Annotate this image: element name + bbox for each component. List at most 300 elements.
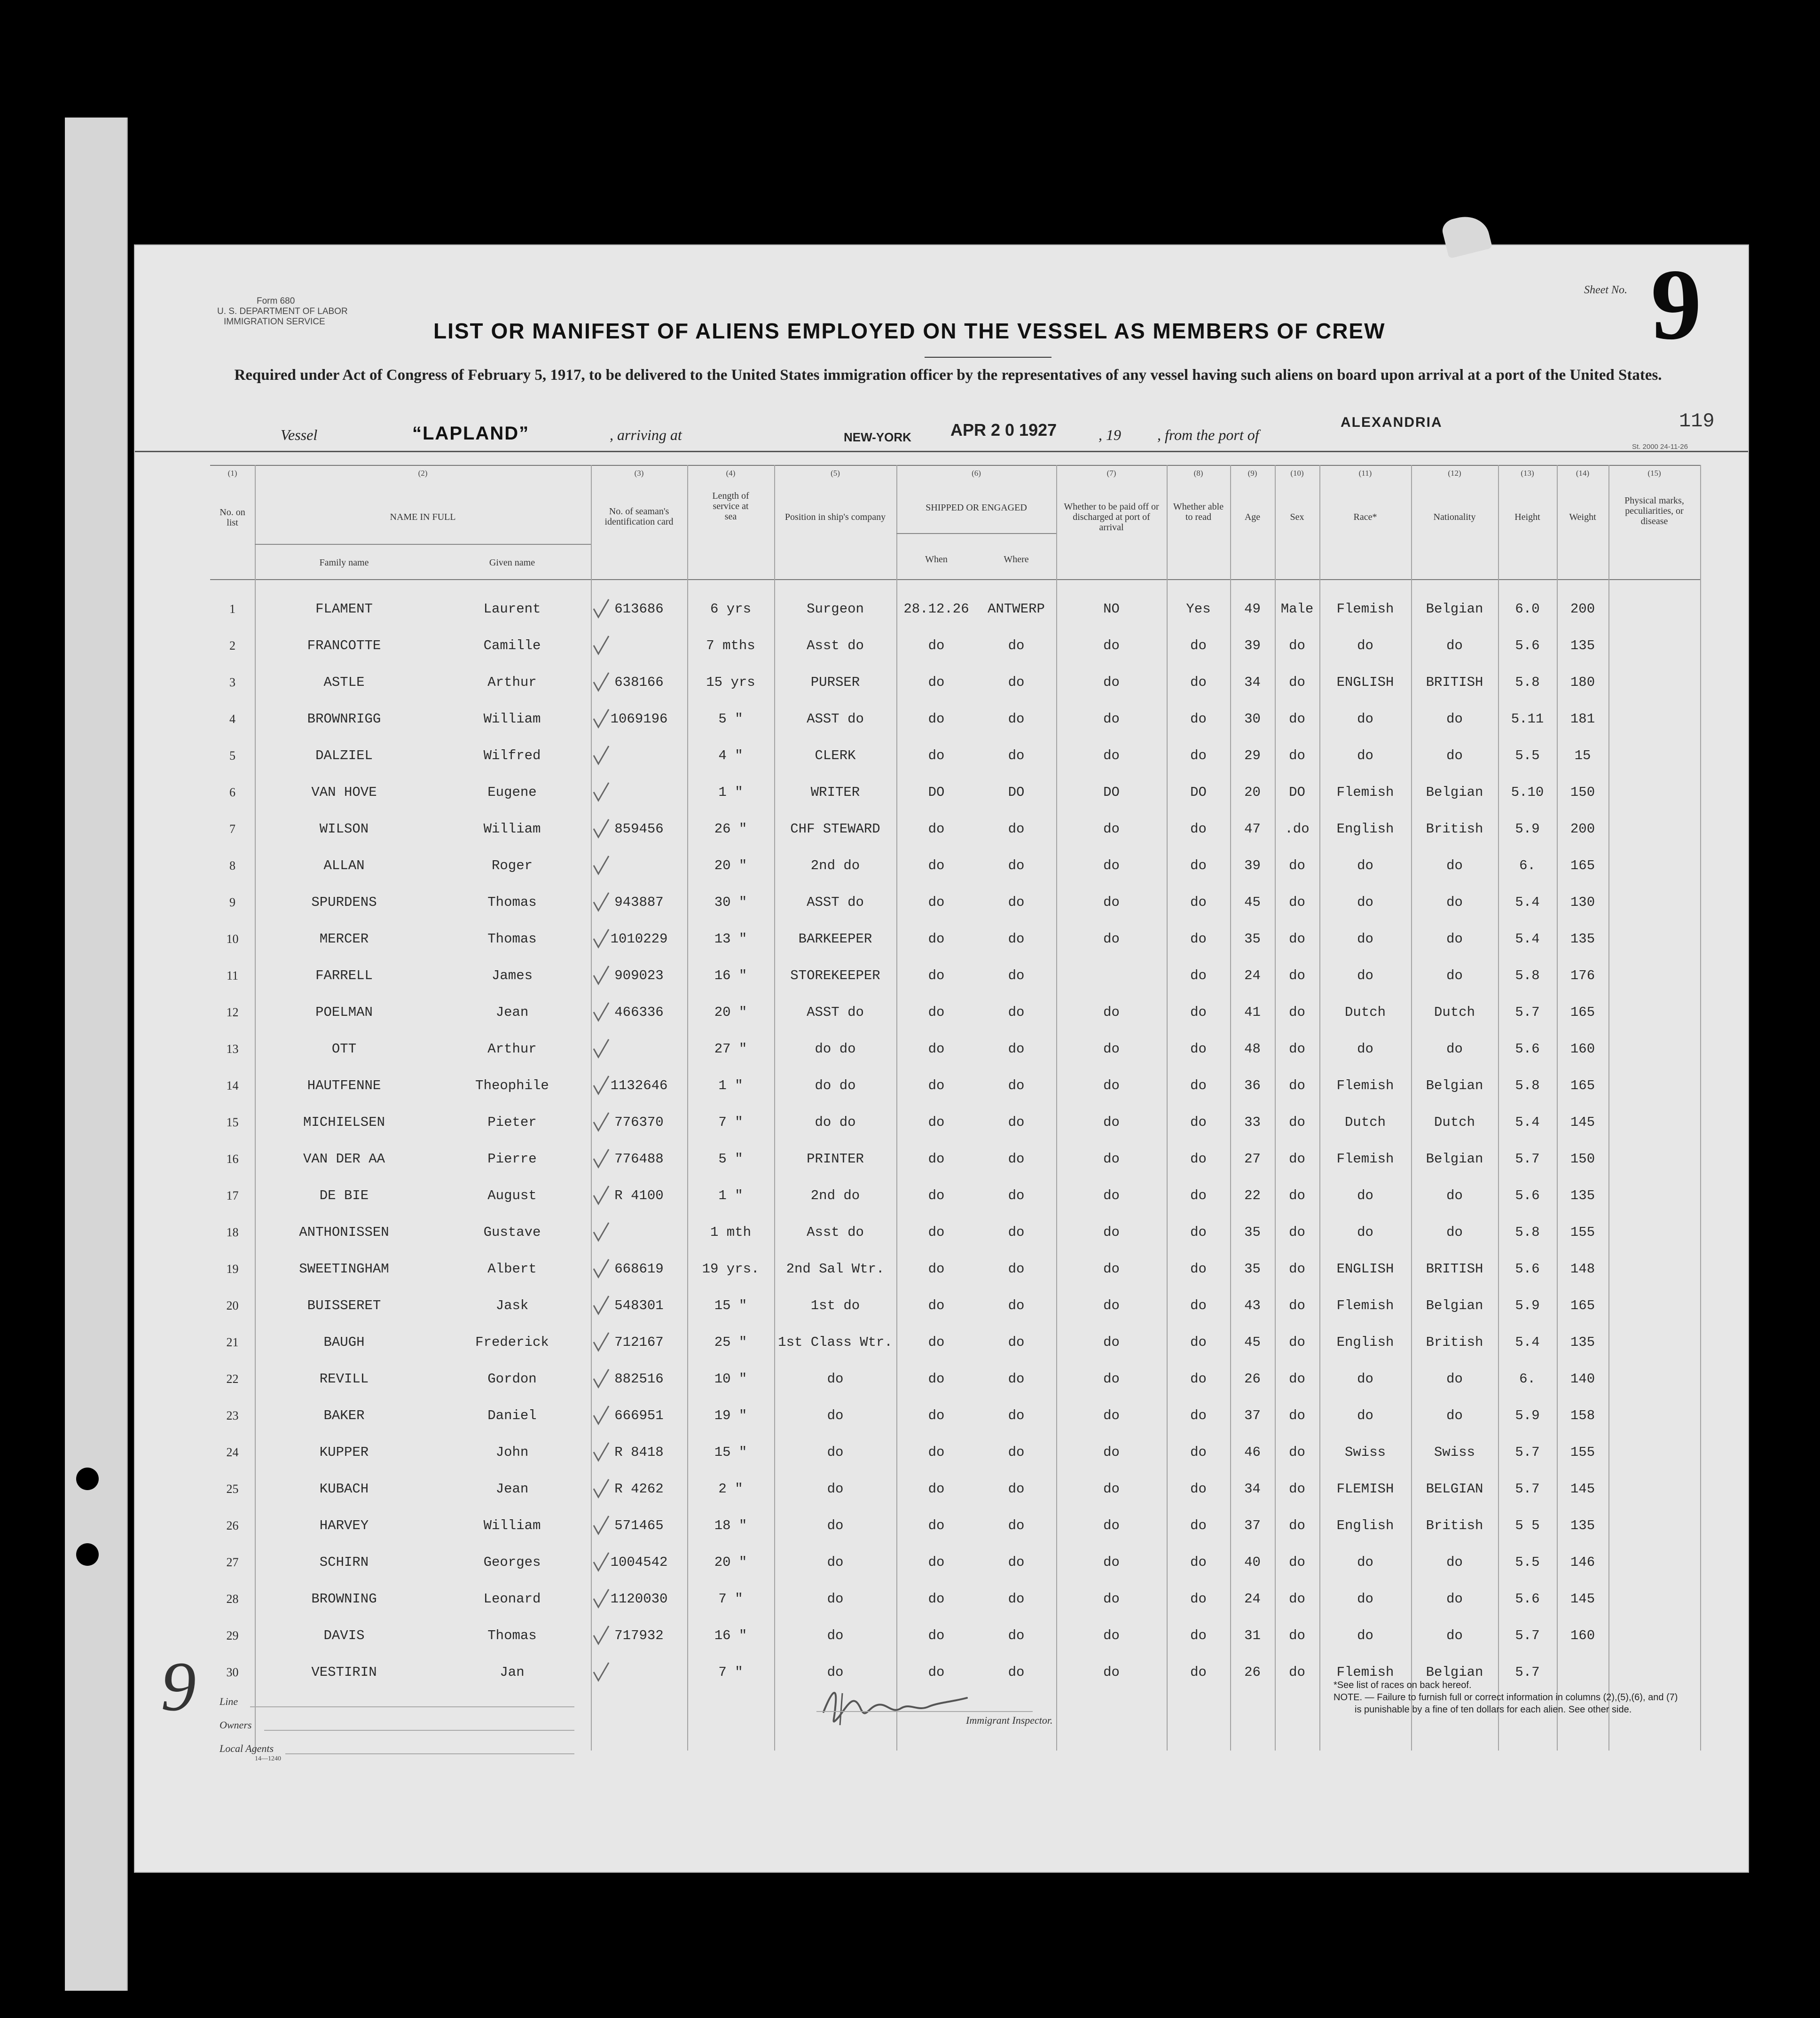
checkmark-icon xyxy=(592,1661,611,1682)
cell-read: do xyxy=(1190,1408,1207,1423)
cell-when: do xyxy=(928,1261,945,1277)
arrival-date-stamp: APR 2 0 1927 xyxy=(950,420,1057,440)
cell-position: Asst do xyxy=(807,638,864,653)
col-number: (5) xyxy=(831,469,840,478)
cell-position: do xyxy=(827,1518,844,1533)
header-race: Race* xyxy=(1353,512,1377,522)
cell-race: do xyxy=(1357,1225,1373,1240)
cell-sex: do xyxy=(1289,1005,1305,1020)
cell-where: do xyxy=(1008,638,1025,653)
cell-paid: do xyxy=(1103,821,1120,837)
checkmark-icon xyxy=(592,1404,611,1426)
checkmark-icon xyxy=(592,1037,611,1059)
cell-when: do xyxy=(928,895,945,910)
cell-sex: do xyxy=(1289,1555,1305,1570)
cell-age: 43 xyxy=(1244,1298,1261,1313)
cell-weight: 135 xyxy=(1570,1518,1595,1533)
cell-family: ASTLE xyxy=(323,675,365,690)
cell-no: 23 xyxy=(226,1409,239,1422)
cell-position: ASST do xyxy=(807,895,864,910)
margin-handwritten-mark: 9 xyxy=(161,1648,196,1726)
penalty-note: NOTE. — Failure to furnish full or correct information in columns (2),(5),(6), and (7) xyxy=(1334,1692,1678,1703)
cell-length: 20 " xyxy=(714,858,747,873)
cell-when: do xyxy=(928,1518,945,1533)
cell-position: do xyxy=(827,1591,844,1607)
punch-hole xyxy=(76,1468,99,1490)
inspector-label: Immigrant Inspector. xyxy=(966,1714,1053,1726)
cell-position: 1st do xyxy=(810,1298,860,1313)
shipped-subdivider xyxy=(896,533,1056,534)
cell-race: do xyxy=(1357,1555,1373,1570)
cell-no: 25 xyxy=(226,1482,239,1496)
cell-where: do xyxy=(1008,1481,1025,1497)
cell-race: English xyxy=(1336,821,1394,837)
cell-position: do xyxy=(827,1628,844,1643)
cell-age: 35 xyxy=(1244,931,1261,947)
cell-weight: 181 xyxy=(1570,711,1595,727)
col-number: (4) xyxy=(726,469,736,478)
cell-paid: DO xyxy=(1103,785,1120,800)
cell-card: 571465 xyxy=(614,1518,664,1533)
header-able-read: Whether able to read xyxy=(1173,502,1224,522)
cell-given: Gustave xyxy=(483,1225,541,1240)
cell-height: 6.0 xyxy=(1515,601,1540,617)
cell-paid: do xyxy=(1103,1041,1120,1057)
cell-race: ENGLISH xyxy=(1336,675,1394,690)
cell-no: 4 xyxy=(229,712,235,726)
cell-race: Flemish xyxy=(1336,1298,1394,1313)
checkmark-icon xyxy=(592,1587,611,1609)
cell-age: 31 xyxy=(1244,1628,1261,1643)
cell-no: 2 xyxy=(229,639,235,652)
cell-weight: 130 xyxy=(1570,895,1595,910)
cell-paid: do xyxy=(1103,1225,1120,1240)
cell-race: Flemish xyxy=(1336,1151,1394,1167)
cell-nationality: BRITISH xyxy=(1426,1261,1483,1277)
cell-read: do xyxy=(1190,968,1207,983)
checkmark-icon xyxy=(592,1111,611,1132)
table-header-rule xyxy=(210,579,1700,580)
cell-sex: do xyxy=(1289,1518,1305,1533)
cell-race: do xyxy=(1357,1628,1373,1643)
cell-no: 28 xyxy=(226,1592,239,1606)
cell-where: do xyxy=(1008,1555,1025,1570)
cell-paid: do xyxy=(1103,1665,1120,1680)
cell-paid: do xyxy=(1103,895,1120,910)
cell-family: OTT xyxy=(331,1041,357,1057)
cell-height: 5 5 xyxy=(1515,1518,1540,1533)
checkmark-icon xyxy=(592,964,611,986)
cell-read: do xyxy=(1190,748,1207,763)
cell-paid: do xyxy=(1103,1371,1120,1387)
cell-length: 18 " xyxy=(714,1518,747,1533)
cell-nationality: Belgian xyxy=(1426,1078,1483,1093)
cell-nationality: do xyxy=(1446,858,1463,873)
cell-height: 5.6 xyxy=(1515,638,1540,653)
cell-length: 10 " xyxy=(714,1371,747,1387)
cell-nationality: do xyxy=(1446,1555,1463,1570)
cell-age: 45 xyxy=(1244,1335,1261,1350)
cell-height: 5.7 xyxy=(1515,1151,1540,1167)
cell-sex: do xyxy=(1289,1335,1305,1350)
cell-read: do xyxy=(1190,675,1207,690)
cell-weight: 146 xyxy=(1570,1555,1595,1570)
cell-read: do xyxy=(1190,638,1207,653)
cell-sex: do xyxy=(1289,711,1305,727)
header-rule xyxy=(135,451,1748,452)
checkmark-icon xyxy=(592,817,611,839)
cell-weight: 135 xyxy=(1570,638,1595,653)
cell-position: Surgeon xyxy=(807,601,864,617)
cell-race: do xyxy=(1357,968,1373,983)
cell-height: 5.5 xyxy=(1515,748,1540,763)
cell-race: do xyxy=(1357,748,1373,763)
table-top-rule xyxy=(210,465,1700,466)
penalty-note-cont: is punishable by a fine of ten dollars for each alien. See other side. xyxy=(1355,1704,1632,1715)
cell-nationality: Belgian xyxy=(1426,601,1483,617)
cell-where: do xyxy=(1008,1628,1025,1643)
cell-race: English xyxy=(1336,1335,1394,1350)
cell-given: Pieter xyxy=(487,1115,537,1130)
cell-paid: do xyxy=(1103,1555,1120,1570)
checkmark-icon xyxy=(592,1147,611,1169)
cell-position: CHF STEWARD xyxy=(790,821,880,837)
cell-weight: 180 xyxy=(1570,675,1595,690)
col-number: (8) xyxy=(1193,469,1203,478)
cell-age: 39 xyxy=(1244,638,1261,653)
cell-race: do xyxy=(1357,1408,1373,1423)
cell-no: 10 xyxy=(226,932,239,946)
sheet-label: Sheet No. xyxy=(1584,284,1627,296)
table-row xyxy=(210,1324,1700,1361)
cell-nationality: do xyxy=(1446,1408,1463,1423)
cell-family: FARRELL xyxy=(315,968,373,983)
cell-nationality: do xyxy=(1446,1591,1463,1607)
cell-height: 5.8 xyxy=(1515,1225,1540,1240)
cell-length: 16 " xyxy=(714,968,747,983)
cell-family: REVILL xyxy=(319,1371,369,1387)
cell-when: do xyxy=(928,1005,945,1020)
cell-no: 16 xyxy=(226,1152,239,1166)
arrival-port: NEW-YORK xyxy=(844,430,911,444)
cell-weight: 145 xyxy=(1570,1591,1595,1607)
cell-sex: do xyxy=(1289,1225,1305,1240)
name-subdivider xyxy=(255,544,591,545)
cell-nationality: BELGIAN xyxy=(1426,1481,1483,1497)
cell-age: 24 xyxy=(1244,968,1261,983)
cell-given: Wilfred xyxy=(483,748,541,763)
cell-race: do xyxy=(1357,895,1373,910)
cell-sex: do xyxy=(1289,1261,1305,1277)
cell-nationality: Belgian xyxy=(1426,1151,1483,1167)
cell-sex: do xyxy=(1289,675,1305,690)
cell-read: do xyxy=(1190,1188,1207,1203)
cell-no: 20 xyxy=(226,1299,239,1312)
cell-read: do xyxy=(1190,1445,1207,1460)
cell-given: James xyxy=(491,968,533,983)
cell-height: 5.4 xyxy=(1515,931,1540,947)
header-where: Where xyxy=(1004,554,1029,565)
cell-sex: do xyxy=(1289,1298,1305,1313)
cell-given: John xyxy=(495,1445,529,1460)
checkmark-icon xyxy=(592,927,611,949)
cell-height: 5.5 xyxy=(1515,1555,1540,1570)
cell-read: do xyxy=(1190,1481,1207,1497)
cell-age: 26 xyxy=(1244,1371,1261,1387)
cell-where: do xyxy=(1008,1115,1025,1130)
cell-length: 30 " xyxy=(714,895,747,910)
cell-card: 882516 xyxy=(614,1371,664,1387)
cell-age: 40 xyxy=(1244,1555,1261,1570)
cell-where: do xyxy=(1008,1078,1025,1093)
cell-no: 15 xyxy=(226,1115,239,1129)
cell-given: Laurent xyxy=(483,601,541,617)
cell-when: do xyxy=(928,968,945,983)
cell-where: do xyxy=(1008,858,1025,873)
cell-card: 638166 xyxy=(614,675,664,690)
cell-nationality: do xyxy=(1446,638,1463,653)
header-when: When xyxy=(925,554,948,565)
cell-position: 2nd do xyxy=(810,1188,860,1203)
cell-paid: do xyxy=(1103,1591,1120,1607)
cell-sex: do xyxy=(1289,1115,1305,1130)
cell-age: 47 xyxy=(1244,821,1261,837)
cell-age: 48 xyxy=(1244,1041,1261,1057)
cell-height: 5.6 xyxy=(1515,1261,1540,1277)
cell-when: do xyxy=(928,1078,945,1093)
cell-given: William xyxy=(483,711,541,727)
cell-paid: do xyxy=(1103,1445,1120,1460)
table-row xyxy=(210,774,1700,811)
cell-where: do xyxy=(1008,1518,1025,1533)
cell-read: do xyxy=(1190,1335,1207,1350)
cell-when: do xyxy=(928,711,945,727)
cell-length: 15 " xyxy=(714,1298,747,1313)
cell-card: 548301 xyxy=(614,1298,664,1313)
cell-given: Leonard xyxy=(483,1591,541,1607)
cell-position: 2nd do xyxy=(810,858,860,873)
cell-given: Gordon xyxy=(487,1371,537,1387)
col-number: (10) xyxy=(1290,469,1304,478)
checkmark-icon xyxy=(592,1477,611,1499)
cell-length: 16 " xyxy=(714,1628,747,1643)
checkmark-icon xyxy=(592,1331,611,1352)
cell-length: 5 " xyxy=(718,1151,743,1167)
cell-weight: 135 xyxy=(1570,931,1595,947)
crew-table xyxy=(210,465,1700,1751)
cell-position: ASST do xyxy=(807,1005,864,1020)
cell-length: 5 " xyxy=(718,711,743,727)
cell-read: do xyxy=(1190,1115,1207,1130)
cell-when: do xyxy=(928,1041,945,1057)
cell-length: 20 " xyxy=(714,1005,747,1020)
cell-where: do xyxy=(1008,1298,1025,1313)
checkmark-icon xyxy=(592,707,611,729)
cell-weight: 165 xyxy=(1570,1078,1595,1093)
cell-length: 13 " xyxy=(714,931,747,947)
cell-position: BARKEEPER xyxy=(798,931,872,947)
cell-weight: 155 xyxy=(1570,1225,1595,1240)
cell-paid: do xyxy=(1103,1078,1120,1093)
cell-race: Flemish xyxy=(1336,1078,1394,1093)
cell-sex: do xyxy=(1289,1078,1305,1093)
cell-given: Pierre xyxy=(487,1151,537,1167)
cell-sex: do xyxy=(1289,1188,1305,1203)
checkmark-icon xyxy=(592,671,611,692)
cell-paid: do xyxy=(1103,1518,1120,1533)
header-physical-marks: Physical marks, peculiarities, or disease xyxy=(1624,495,1684,526)
cell-sex: do xyxy=(1289,1371,1305,1387)
header-sex: Sex xyxy=(1290,512,1304,522)
checkmark-icon xyxy=(592,1257,611,1279)
cell-no: 13 xyxy=(226,1042,239,1056)
header-position: Position in ship's company xyxy=(784,512,886,522)
cell-family: DAVIS xyxy=(323,1628,365,1643)
cell-read: do xyxy=(1190,1628,1207,1643)
cell-age: 46 xyxy=(1244,1445,1261,1460)
cell-length: 4 " xyxy=(718,748,743,763)
checkmark-icon xyxy=(592,597,611,619)
page-title: LIST OR MANIFEST OF ALIENS EMPLOYED ON THE VESSEL AS MEMBERS OF CREW xyxy=(433,319,1386,343)
cell-nationality: do xyxy=(1446,1371,1463,1387)
col-number: (14) xyxy=(1576,469,1590,478)
cell-nationality: Belgian xyxy=(1426,1665,1483,1680)
cell-position: do xyxy=(827,1481,844,1497)
cell-paid: do xyxy=(1103,638,1120,653)
cell-length: 6 yrs xyxy=(710,601,751,617)
cell-race: Swiss xyxy=(1344,1445,1386,1460)
cell-nationality: do xyxy=(1446,1628,1463,1643)
header-name-in-full: NAME IN FULL xyxy=(390,512,456,522)
checkmark-icon xyxy=(592,1441,611,1462)
cell-sex: do xyxy=(1289,638,1305,653)
cell-where: do xyxy=(1008,821,1025,837)
cell-sex: do xyxy=(1289,1408,1305,1423)
cell-where: do xyxy=(1008,1151,1025,1167)
table-row xyxy=(210,1361,1700,1398)
year-label: , 19 xyxy=(1098,426,1121,443)
cell-length: 7 " xyxy=(718,1591,743,1607)
cell-height: 5.10 xyxy=(1511,785,1544,800)
footnotes xyxy=(1296,1679,1678,1716)
cell-given: Thomas xyxy=(487,895,537,910)
cell-paid: do xyxy=(1103,1261,1120,1277)
cell-race: Flemish xyxy=(1336,601,1394,617)
cell-sex: do xyxy=(1289,895,1305,910)
cell-read: DO xyxy=(1190,785,1207,800)
cell-family: SCHIRN xyxy=(319,1555,369,1570)
cell-card: 613686 xyxy=(614,601,664,617)
cell-age: 22 xyxy=(1244,1188,1261,1203)
checkmark-icon xyxy=(592,634,611,656)
cell-nationality: do xyxy=(1446,748,1463,763)
table-row xyxy=(210,1141,1700,1178)
cell-read: do xyxy=(1190,1298,1207,1313)
col-number: (1) xyxy=(228,469,237,478)
cell-length: 2 " xyxy=(718,1481,743,1497)
table-row xyxy=(210,1581,1700,1618)
cell-nationality: do xyxy=(1446,968,1463,983)
cell-age: 39 xyxy=(1244,858,1261,873)
cell-height: 5.11 xyxy=(1511,711,1544,727)
table-row xyxy=(210,1618,1700,1654)
table-row xyxy=(210,1434,1700,1471)
checkmark-icon xyxy=(592,891,611,912)
cell-paid: do xyxy=(1103,1628,1120,1643)
cell-race: Dutch xyxy=(1344,1115,1386,1130)
cell-no: 17 xyxy=(226,1189,239,1202)
cell-card: 1004542 xyxy=(610,1555,668,1570)
cell-card: 717932 xyxy=(614,1628,664,1643)
checkmark-icon xyxy=(592,1514,611,1536)
table-row xyxy=(210,1068,1700,1104)
cell-family: HARVEY xyxy=(319,1518,369,1533)
cell-no: 29 xyxy=(226,1629,239,1642)
cell-sex: do xyxy=(1289,931,1305,947)
cell-age: 30 xyxy=(1244,711,1261,727)
cell-weight: 165 xyxy=(1570,858,1595,873)
cell-nationality: Swiss xyxy=(1434,1445,1475,1460)
cell-height: 5.4 xyxy=(1515,1335,1540,1350)
table-row xyxy=(210,994,1700,1031)
cell-when: 28.12.26 xyxy=(903,601,969,617)
column-rule xyxy=(1700,465,1701,1751)
checkmark-icon xyxy=(592,1294,611,1316)
cell-paid: do xyxy=(1103,1005,1120,1020)
cell-family: BROWNRIGG xyxy=(307,711,381,727)
cell-sex: DO xyxy=(1289,785,1305,800)
line-label: Line xyxy=(220,1696,238,1707)
cell-read: do xyxy=(1190,895,1207,910)
col-number: (11) xyxy=(1358,469,1372,478)
cell-nationality: do xyxy=(1446,1041,1463,1057)
cell-family: VAN DER AA xyxy=(303,1151,385,1167)
cell-no: 30 xyxy=(226,1665,239,1679)
table-row xyxy=(210,1251,1700,1288)
cell-sex: .do xyxy=(1285,821,1310,837)
cell-sex: do xyxy=(1289,1628,1305,1643)
cell-position: 2nd Sal Wtr. xyxy=(786,1261,885,1277)
cell-given: Arthur xyxy=(487,675,537,690)
header-weight: Weight xyxy=(1569,512,1596,522)
cell-no: 22 xyxy=(226,1372,239,1386)
cell-position: CLERK xyxy=(815,748,856,763)
cell-given: August xyxy=(487,1188,537,1203)
cell-height: 5.8 xyxy=(1515,675,1540,690)
cell-given: Albert xyxy=(487,1261,537,1277)
cell-race: do xyxy=(1357,1591,1373,1607)
cell-read: do xyxy=(1190,1591,1207,1607)
checkmark-icon xyxy=(592,1624,611,1646)
cell-age: 26 xyxy=(1244,1665,1261,1680)
cell-card: 712167 xyxy=(614,1335,664,1350)
cell-read: do xyxy=(1190,1041,1207,1057)
cell-age: 34 xyxy=(1244,675,1261,690)
table-row xyxy=(210,1214,1700,1251)
header-seaman-card: No. of seaman's identification card xyxy=(604,506,674,527)
cell-position: Asst do xyxy=(807,1225,864,1240)
table-row xyxy=(210,811,1700,848)
cell-length: 20 " xyxy=(714,1555,747,1570)
cell-where: DO xyxy=(1008,785,1025,800)
cell-given: Roger xyxy=(491,858,533,873)
cell-given: Daniel xyxy=(487,1408,537,1423)
cell-length: 25 " xyxy=(714,1335,747,1350)
cell-race: do xyxy=(1357,638,1373,653)
cell-race: English xyxy=(1336,1518,1394,1533)
cell-length: 1 " xyxy=(718,1188,743,1203)
cell-no: 24 xyxy=(226,1445,239,1459)
